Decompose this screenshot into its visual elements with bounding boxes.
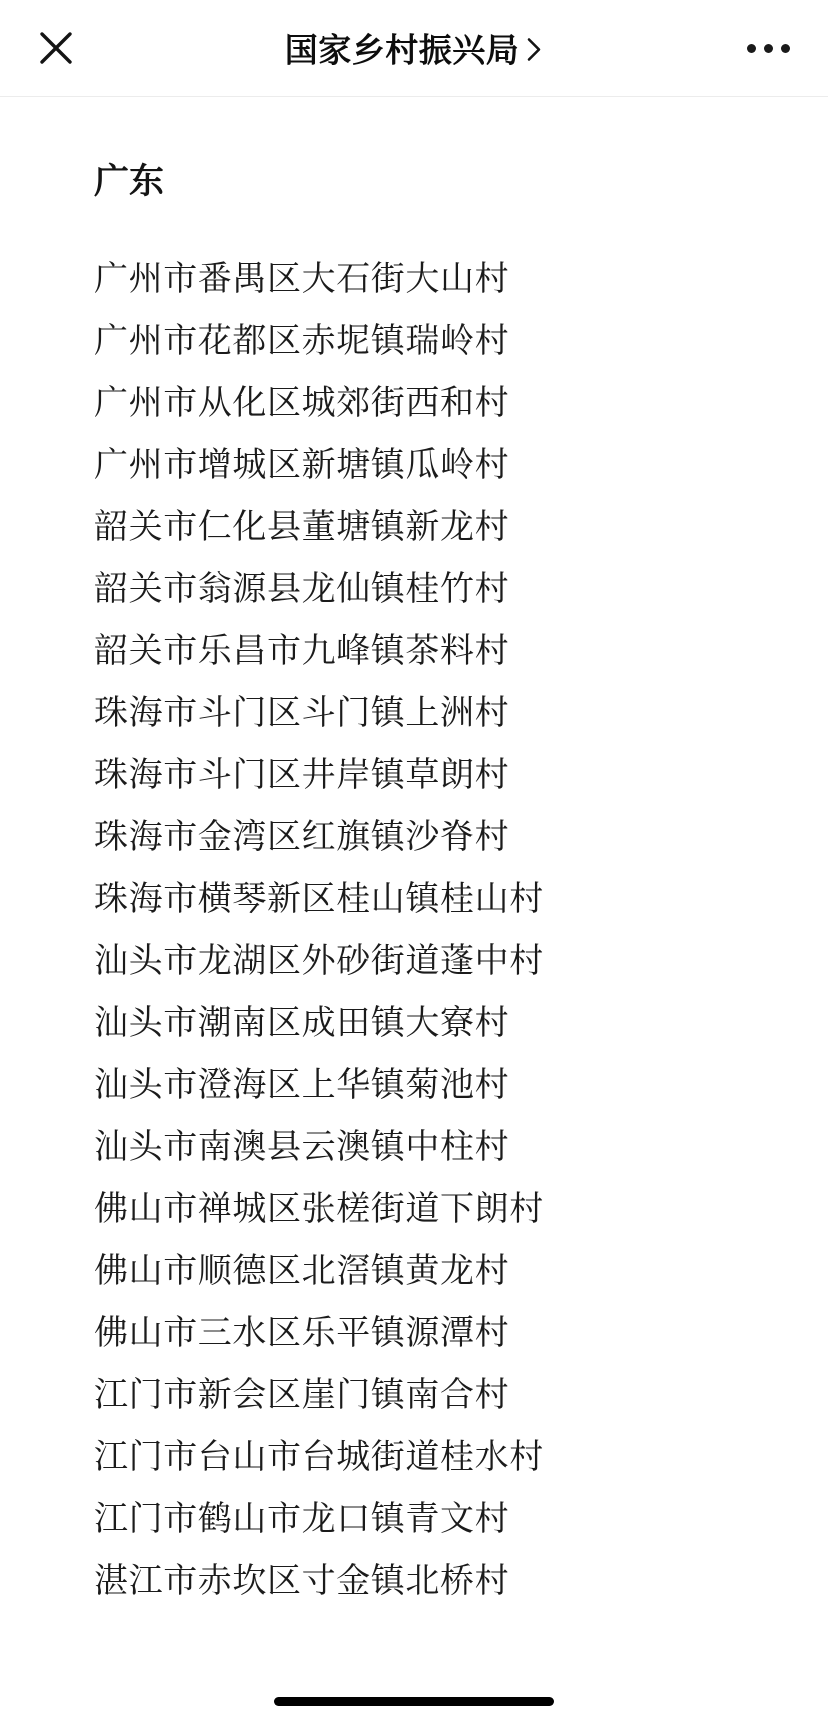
list-item: 汕头市潮南区成田镇大寮村 <box>94 1004 510 1042</box>
more-dot <box>764 44 773 53</box>
list-item: 广州市花都区赤坭镇瑞岭村 <box>94 322 510 360</box>
list-item: 珠海市斗门区斗门镇上洲村 <box>94 694 510 732</box>
list-item: 珠海市斗门区井岸镇草朗村 <box>94 756 510 794</box>
village-list <box>94 248 734 1612</box>
page-title: 国家乡村振兴局 <box>284 31 520 69</box>
navigation-title-group[interactable] <box>0 25 828 72</box>
article-content <box>0 97 828 1612</box>
list-item: 广州市从化区城郊街西和村 <box>94 384 510 422</box>
list-item: 江门市鹤山市龙口镇青文村 <box>94 1500 510 1538</box>
more-dot <box>781 44 790 53</box>
navigation-bar <box>0 0 828 97</box>
list-item: 汕头市南澳县云澳镇中柱村 <box>94 1128 510 1166</box>
home-indicator[interactable] <box>274 1697 554 1706</box>
list-item: 珠海市横琴新区桂山镇桂山村 <box>94 880 544 918</box>
list-item: 韶关市仁化县董塘镇新龙村 <box>94 508 510 546</box>
list-item: 韶关市乐昌市九峰镇茶料村 <box>94 632 510 670</box>
list-item: 汕头市澄海区上华镇菊池村 <box>94 1066 510 1104</box>
list-item: 佛山市顺德区北滘镇黄龙村 <box>94 1252 510 1290</box>
list-item: 韶关市翁源县龙仙镇桂竹村 <box>94 570 510 608</box>
list-item: 佛山市禅城区张槎街道下朗村 <box>94 1190 544 1228</box>
list-item: 江门市新会区崖门镇南合村 <box>94 1376 510 1414</box>
list-item: 江门市台山市台城街道桂水村 <box>94 1438 544 1476</box>
list-item: 广州市番禺区大石街大山村 <box>94 260 510 298</box>
list-item: 珠海市金湾区红旗镇沙脊村 <box>94 818 510 856</box>
list-item: 湛江市赤坎区寸金镇北桥村 <box>94 1562 510 1600</box>
more-dot <box>747 44 756 53</box>
chevron-right-icon[interactable] <box>525 33 543 64</box>
list-item: 佛山市三水区乐平镇源潭村 <box>94 1314 510 1352</box>
province-heading: 广东 <box>94 162 165 201</box>
more-options-icon[interactable] <box>738 28 798 68</box>
list-item: 汕头市龙湖区外砂街道蓬中村 <box>94 942 544 980</box>
list-item: 广州市增城区新塘镇瓜岭村 <box>94 446 510 484</box>
